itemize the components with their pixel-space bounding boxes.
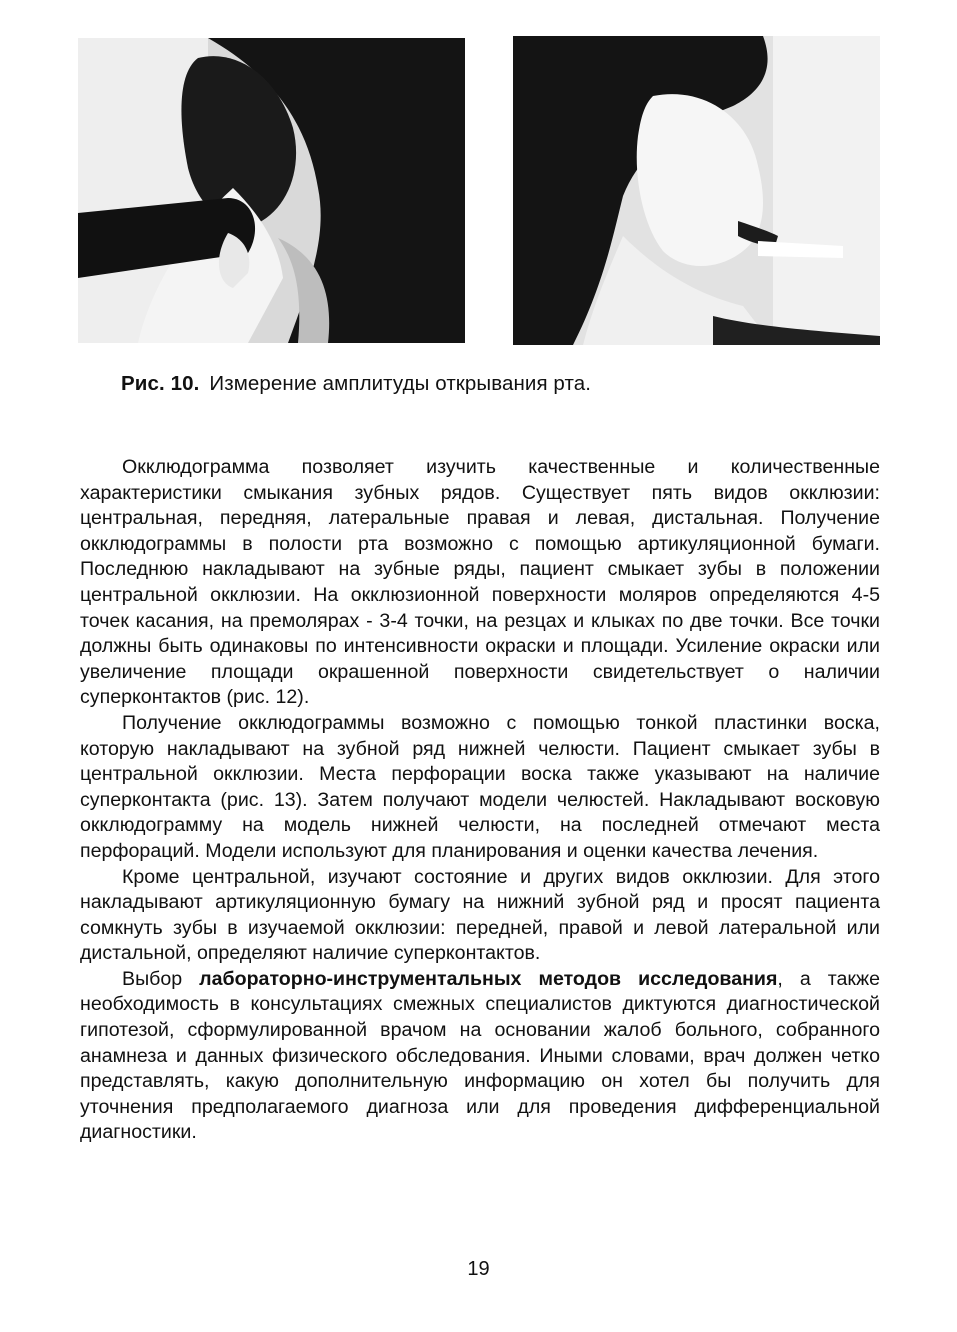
paragraph-4-start: Выбор [122,967,200,990]
photo-patient-measurement-right [513,36,880,345]
paragraph-4-emphasis: лабораторно-инструментальных методов исследования [199,967,778,990]
paragraph-2: Получение окклюдограммы возможно с помощью тонкой пластинки воска, которую накладывают на зубной ряд нижней челюсти. Пациент смыкает зубы в центральной окклюзии. Места перфорации воска также указывают на наличие суперконтакта (рис. 13). Затем получают модели челюстей. Накладывают восковую окклюдограмму на модель нижней челюсти, на последней отмечают места перфораций. Модели используют для планирования и оценки качества лечения. [80,711,880,862]
figure-caption-label: Рис. 10. [121,372,200,395]
paragraph-1: Окклюдограмма позволяет изучить качественные и количественные характеристики смыкания зубных рядов. Существует пять видов окклюзии: центральная, передняя, латеральные правая и левая, дистальная. Получение окклюдограммы в полости рта возможно с помощью артикуляционной бумаги. Последнюю накладывают на зубные ряды, пациент смыкает зубы в положении центральной окклюзии. На окклюзионной поверхности моляров определяются 4-5 точек касания, на премолярах - 3-4 точки, на резцах и клыках по две точки. Все точки должны быть одинаковы по интенсивности окраски и площади. Усиление окраски или увеличение площади окрашенной поверхности свидетельствует о наличии суперконтактов (рис. 12). [80,456,880,709]
page-number: 19 [467,1258,490,1280]
figure-caption-text: Измерение амплитуды открывания рта. [209,372,592,395]
figure-caption [121,372,591,396]
body-text [80,455,880,1146]
paragraph-4 [80,967,880,1146]
photo-patient-measurement-left [78,38,465,343]
paragraph-4-end: , а также необходимость в консультациях смежных специалистов диктуются диагностической гипотезой, сформулированной врачом на основании жалоб больного, собранного анамнеза и данных физического обследования. Иными словами, врач должен четко представлять, какую дополнительную информацию он хотел бы получить для уточнения предполагаемого диагноза или для проведения дифференциальной диагностики. [80,967,880,1144]
paragraph-3: Кроме центральной, изучают состояние и других видов окклюзии. Для этого накладывают артикуляционную бумагу на нижний зубной ряд и просят пациента сомкнуть зубы в изучаемой окклюзии: передней, правой и левой латеральной или дистальной, определяют наличие суперконтактов. [80,865,880,965]
